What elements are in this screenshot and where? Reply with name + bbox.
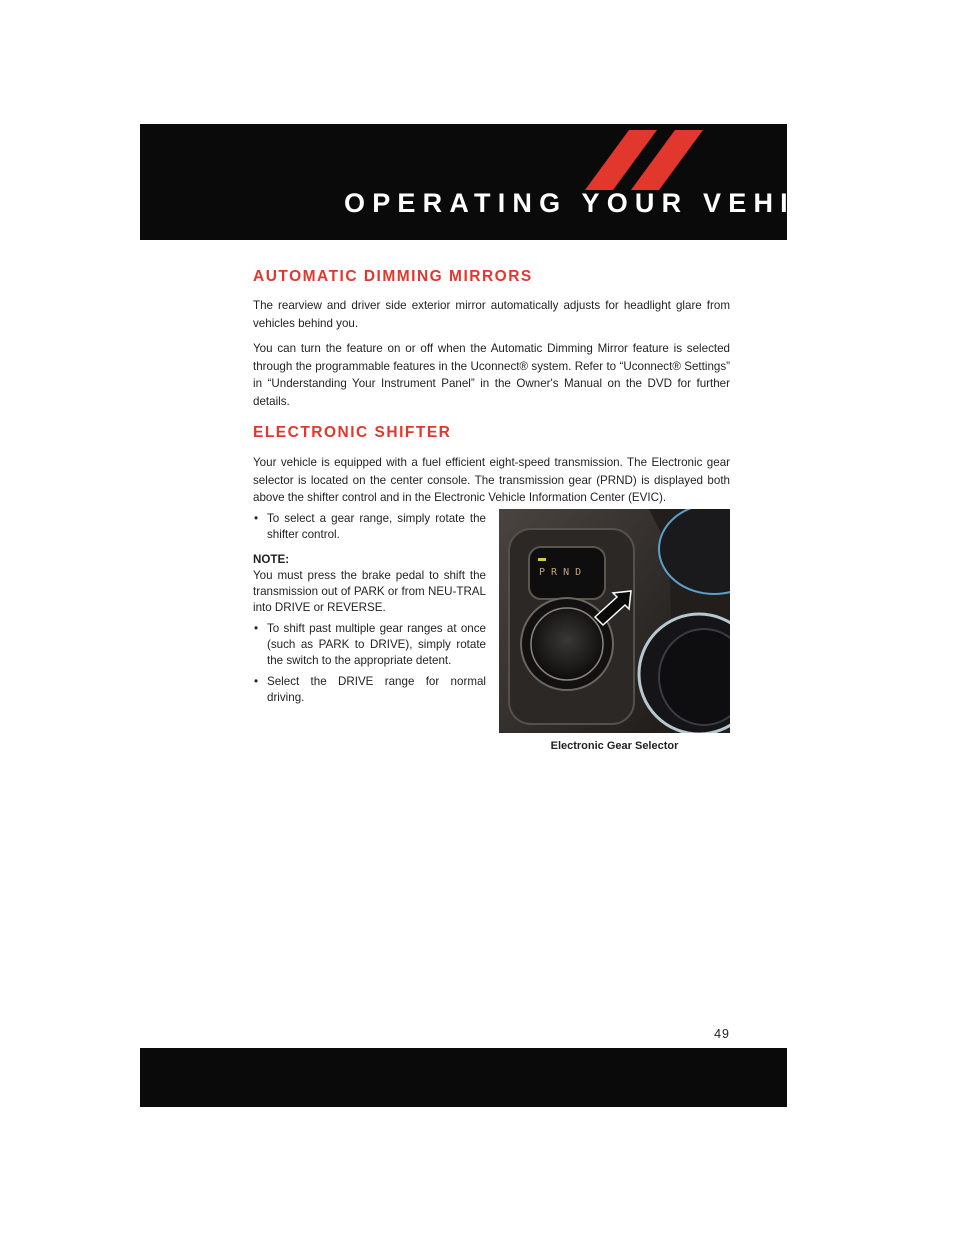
paragraph-shifter-1: Your vehicle is equipped with a fuel efficient eight-speed transmission. The Electronic gear selector is located on the center console. The transmission gear (PRND) is displayed both above the shifter control and in the Electronic Vehicle Information Center (EVIC). bbox=[253, 456, 730, 504]
note-label: NOTE: bbox=[253, 553, 290, 566]
heading-automatic-dimming-mirrors: AUTOMATIC DIMMING MIRRORS bbox=[253, 268, 533, 285]
footer-band bbox=[140, 1048, 787, 1107]
prnd-label: P R N D bbox=[539, 567, 582, 578]
note-text: You must press the brake pedal to shift the transmission out of PARK or from NEU-TRAL into DRIVE or REVERSE. bbox=[253, 569, 486, 614]
gear-selector-photo bbox=[499, 509, 730, 733]
left-column bbox=[253, 511, 486, 706]
paragraph-mirrors-1: The rearview and driver side exterior mirror automatically adjusts for headlight glare from vehicles behind you. bbox=[253, 299, 730, 330]
bullet-drive: • Select the DRIVE range for normal driving. bbox=[253, 674, 486, 706]
gear-selector-illustration bbox=[499, 509, 730, 733]
paragraph-mirrors-2: You can turn the feature on or off when the Automatic Dimming Mirror feature is selected through the programmable features in the Uconnect® system. Refer to “Uconnect® Settings” in “Understanding Your Instrument Panel” in the Owner's Manual on the DVD for further details. bbox=[253, 342, 730, 408]
page-title: OPERATING YOUR VEHICLE bbox=[344, 188, 871, 218]
header-band bbox=[140, 124, 871, 240]
racing-stripes-logo bbox=[585, 130, 725, 190]
figure-caption: Electronic Gear Selector bbox=[550, 740, 679, 752]
heading-electronic-shifter: ELECTRONIC SHIFTER bbox=[253, 424, 452, 441]
bullet-multiple: • To shift past multiple gear ranges at once (such as PARK to DRIVE), simply rotate the switch to the appropriate detent. bbox=[253, 621, 486, 669]
page-number: 49 bbox=[714, 1027, 730, 1041]
bullet-rotate: • To select a gear range, simply rotate the shifter control. bbox=[253, 511, 486, 543]
